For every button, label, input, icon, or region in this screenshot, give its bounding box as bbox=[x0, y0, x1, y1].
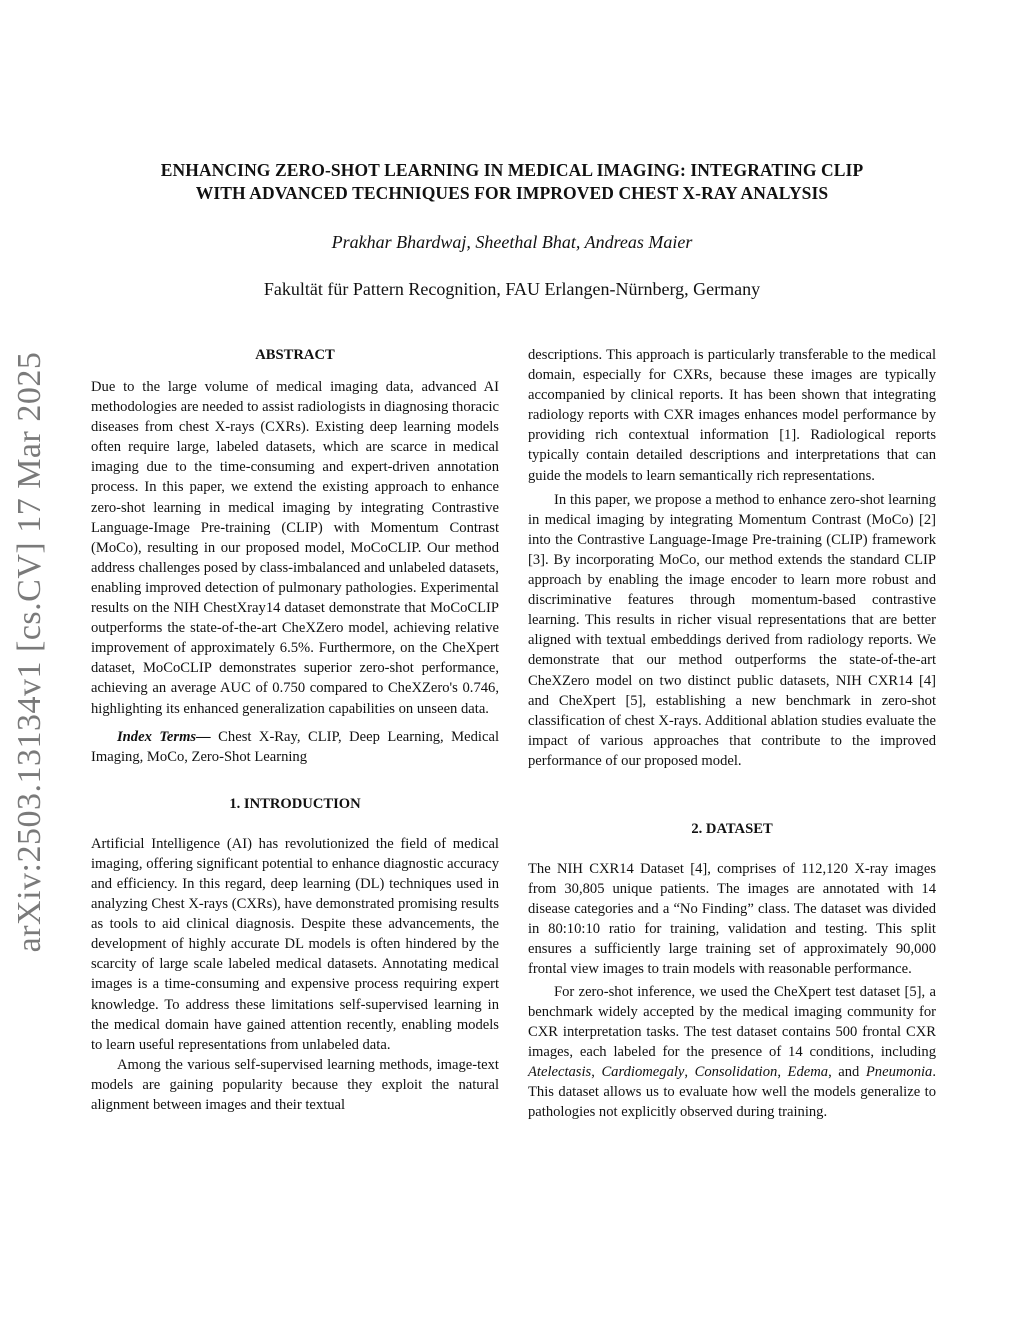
dataset-paragraph-2-end: . This dataset allows us to evaluate how well the models generalize to pathologies not explicitly observed during training. bbox=[528, 1063, 937, 1121]
abstract-text: Due to the large volume of medical imaging data, advanced AI methodologies are needed to assist radiologists in diagnosing thoracic diseases from chest X-rays (CXRs). Existing deep learning models often require large, labeled datasets, which are scarce in medical imaging due to the time-consuming and expert-driven annotation process. In this paper, we extend the existing approach to enhance zero-shot learning in medical imaging by integrating Contrastive Language-Image Pre-training (CLIP) with Momentum Contrast (MoCo), resulting in our proposed model, MoCoCLIP. Our method address challenges posed by class-imbalanced and unlabeled datasets, enabling improved detection of pulmonary pathologies. Experimental results on the NIH ChestXray14 dataset demonstrate that MoCoCLIP outperforms the state-of-the-art CheXZero model, achieving relative improvement of approximately 6.5%. Furthermore, on the CheXpert dataset, MoCoCLIP demonstrates superior zero-shot performance, achieving an average AUC of 0.750 compared to CheXZero's 0.746, highlighting its enhanced generalization capabilities on unseen data. bbox=[91, 379, 499, 717]
term-cardiomegaly: Cardiomegaly bbox=[601, 1063, 685, 1080]
introduction-paragraph-4: In this paper, we propose a method to enhance zero-shot learning in medical imaging by integrating Momentum Contrast (MoCo) [2] into the Contrastive Language-Image Pre-training (CLIP) framework [3]. By incorporating MoCo, our method extends the standard CLIP approach by enabling the image encoder to learn more robust and discriminative features through momentum-based contrastive learning. This results in richer visual representations that are better aligned with textual embeddings derived from radiology reports. We demonstrate that our method outperforms the state-of-the-art CheXZero model on two distinct public datasets, NIH CXR14 [4] and CheXpert [5], establishing a new benchmark in zero-shot classification of chest X-rays. Additional ablation studies evaluate the impact of various approaches that contribute to the improved performance of our proposed model. bbox=[528, 491, 936, 769]
introduction-paragraph-3: descriptions. This approach is particularly transferable to the medical domain, especially for CXRs, because these images are typically accompanied by clinical reports. It has been shown that integrating radiology reports with CXR images enhances model performance by providing rich contextual information [1]. Radiological reports typically contain detailed descriptions and interpretations that can guide the models to learn semantically rich representations. bbox=[528, 347, 936, 484]
term-atelectasis: Atelectasis bbox=[528, 1063, 592, 1080]
separator: , and bbox=[828, 1063, 866, 1080]
dataset-paragraph-2-start: For zero-shot inference, we used the CheXpert test dataset [5], a benchmark widely accepted by the medical imaging community for CXR interpretation tasks. The test dataset contains 500 frontal CXR images, each labeled for the presence of 14 conditions, including bbox=[528, 983, 936, 1060]
term-pneumonia: Pneumonia bbox=[865, 1063, 933, 1080]
affiliation: Fakultät für Pattern Recognition, FAU Erlangen-Nürnberg, Germany bbox=[263, 279, 761, 299]
dataset-heading: 2. DATASET bbox=[691, 820, 773, 837]
left-column bbox=[91, 345, 499, 1115]
separator: , bbox=[777, 1063, 788, 1080]
term-edema: Edema bbox=[787, 1063, 829, 1080]
dataset-paragraph-1: The NIH CXR14 Dataset [4], comprises of 112,120 X-ray images from 30,805 unique patients. The images are annotated with 14 disease categories and a “No Finding” class. The dataset was divided in 80:10:10 ratio for training, validation and testing. This split ensures a sufficiently large training set of approximately 90,000 frontal view images to train models with reasonable performance. bbox=[528, 860, 936, 978]
authors: Prakhar Bhardwaj, Sheethal Bhat, Andreas Maier bbox=[331, 232, 693, 252]
separator: , bbox=[684, 1063, 695, 1080]
index-terms-list: Chest X-Ray, CLIP, Deep Learning, Medical Imaging, MoCo, Zero-Shot Learning bbox=[91, 728, 499, 765]
abstract-heading: ABSTRACT bbox=[255, 347, 335, 363]
right-column bbox=[528, 345, 936, 1122]
paper-title-line-1: ENHANCING ZERO-SHOT LEARNING IN MEDICAL IMAGING: INTEGRATING CLIP bbox=[160, 160, 864, 180]
dataset-paragraph-2 bbox=[528, 982, 936, 1123]
term-consolidation: Consolidation bbox=[694, 1063, 778, 1080]
index-terms bbox=[91, 727, 499, 767]
arxiv-identifier: arXiv:2503.13134v1 [cs.CV] 17 Mar 2025 bbox=[11, 351, 48, 953]
index-terms-label: Index Terms— bbox=[117, 728, 211, 745]
introduction-paragraph-2: Among the various self-supervised learning methods, image-text models are gaining popularity because they exploit the natural alignment between images and their textual bbox=[91, 1056, 499, 1113]
paper-title bbox=[90, 159, 934, 205]
separator: , bbox=[591, 1063, 602, 1080]
introduction-heading: 1. INTRODUCTION bbox=[229, 795, 361, 812]
introduction-paragraph-1: Artificial Intelligence (AI) has revolutionized the field of medical imaging, offering significant potential to enhance diagnostic accuracy and efficiency. In this regard, deep learning (DL) techniques used in analyzing Chest X-rays (CXRs), have demonstrated promising results as tools to aid clinical diagnosis. Despite these advancements, the development of highly accurate DL models is often hindered by the scarcity of large scale labeled medical datasets. Annotating medical images is a time-consuming and expensive process requiring expert knowledge. To address these limitations self-supervised learning in the medical domain have gained attention recently, enabling models to learn useful representations from unlabeled data. bbox=[91, 835, 499, 1053]
paper-title-line-2: WITH ADVANCED TECHNIQUES FOR IMPROVED CHEST X-RAY ANALYSIS bbox=[195, 183, 829, 203]
